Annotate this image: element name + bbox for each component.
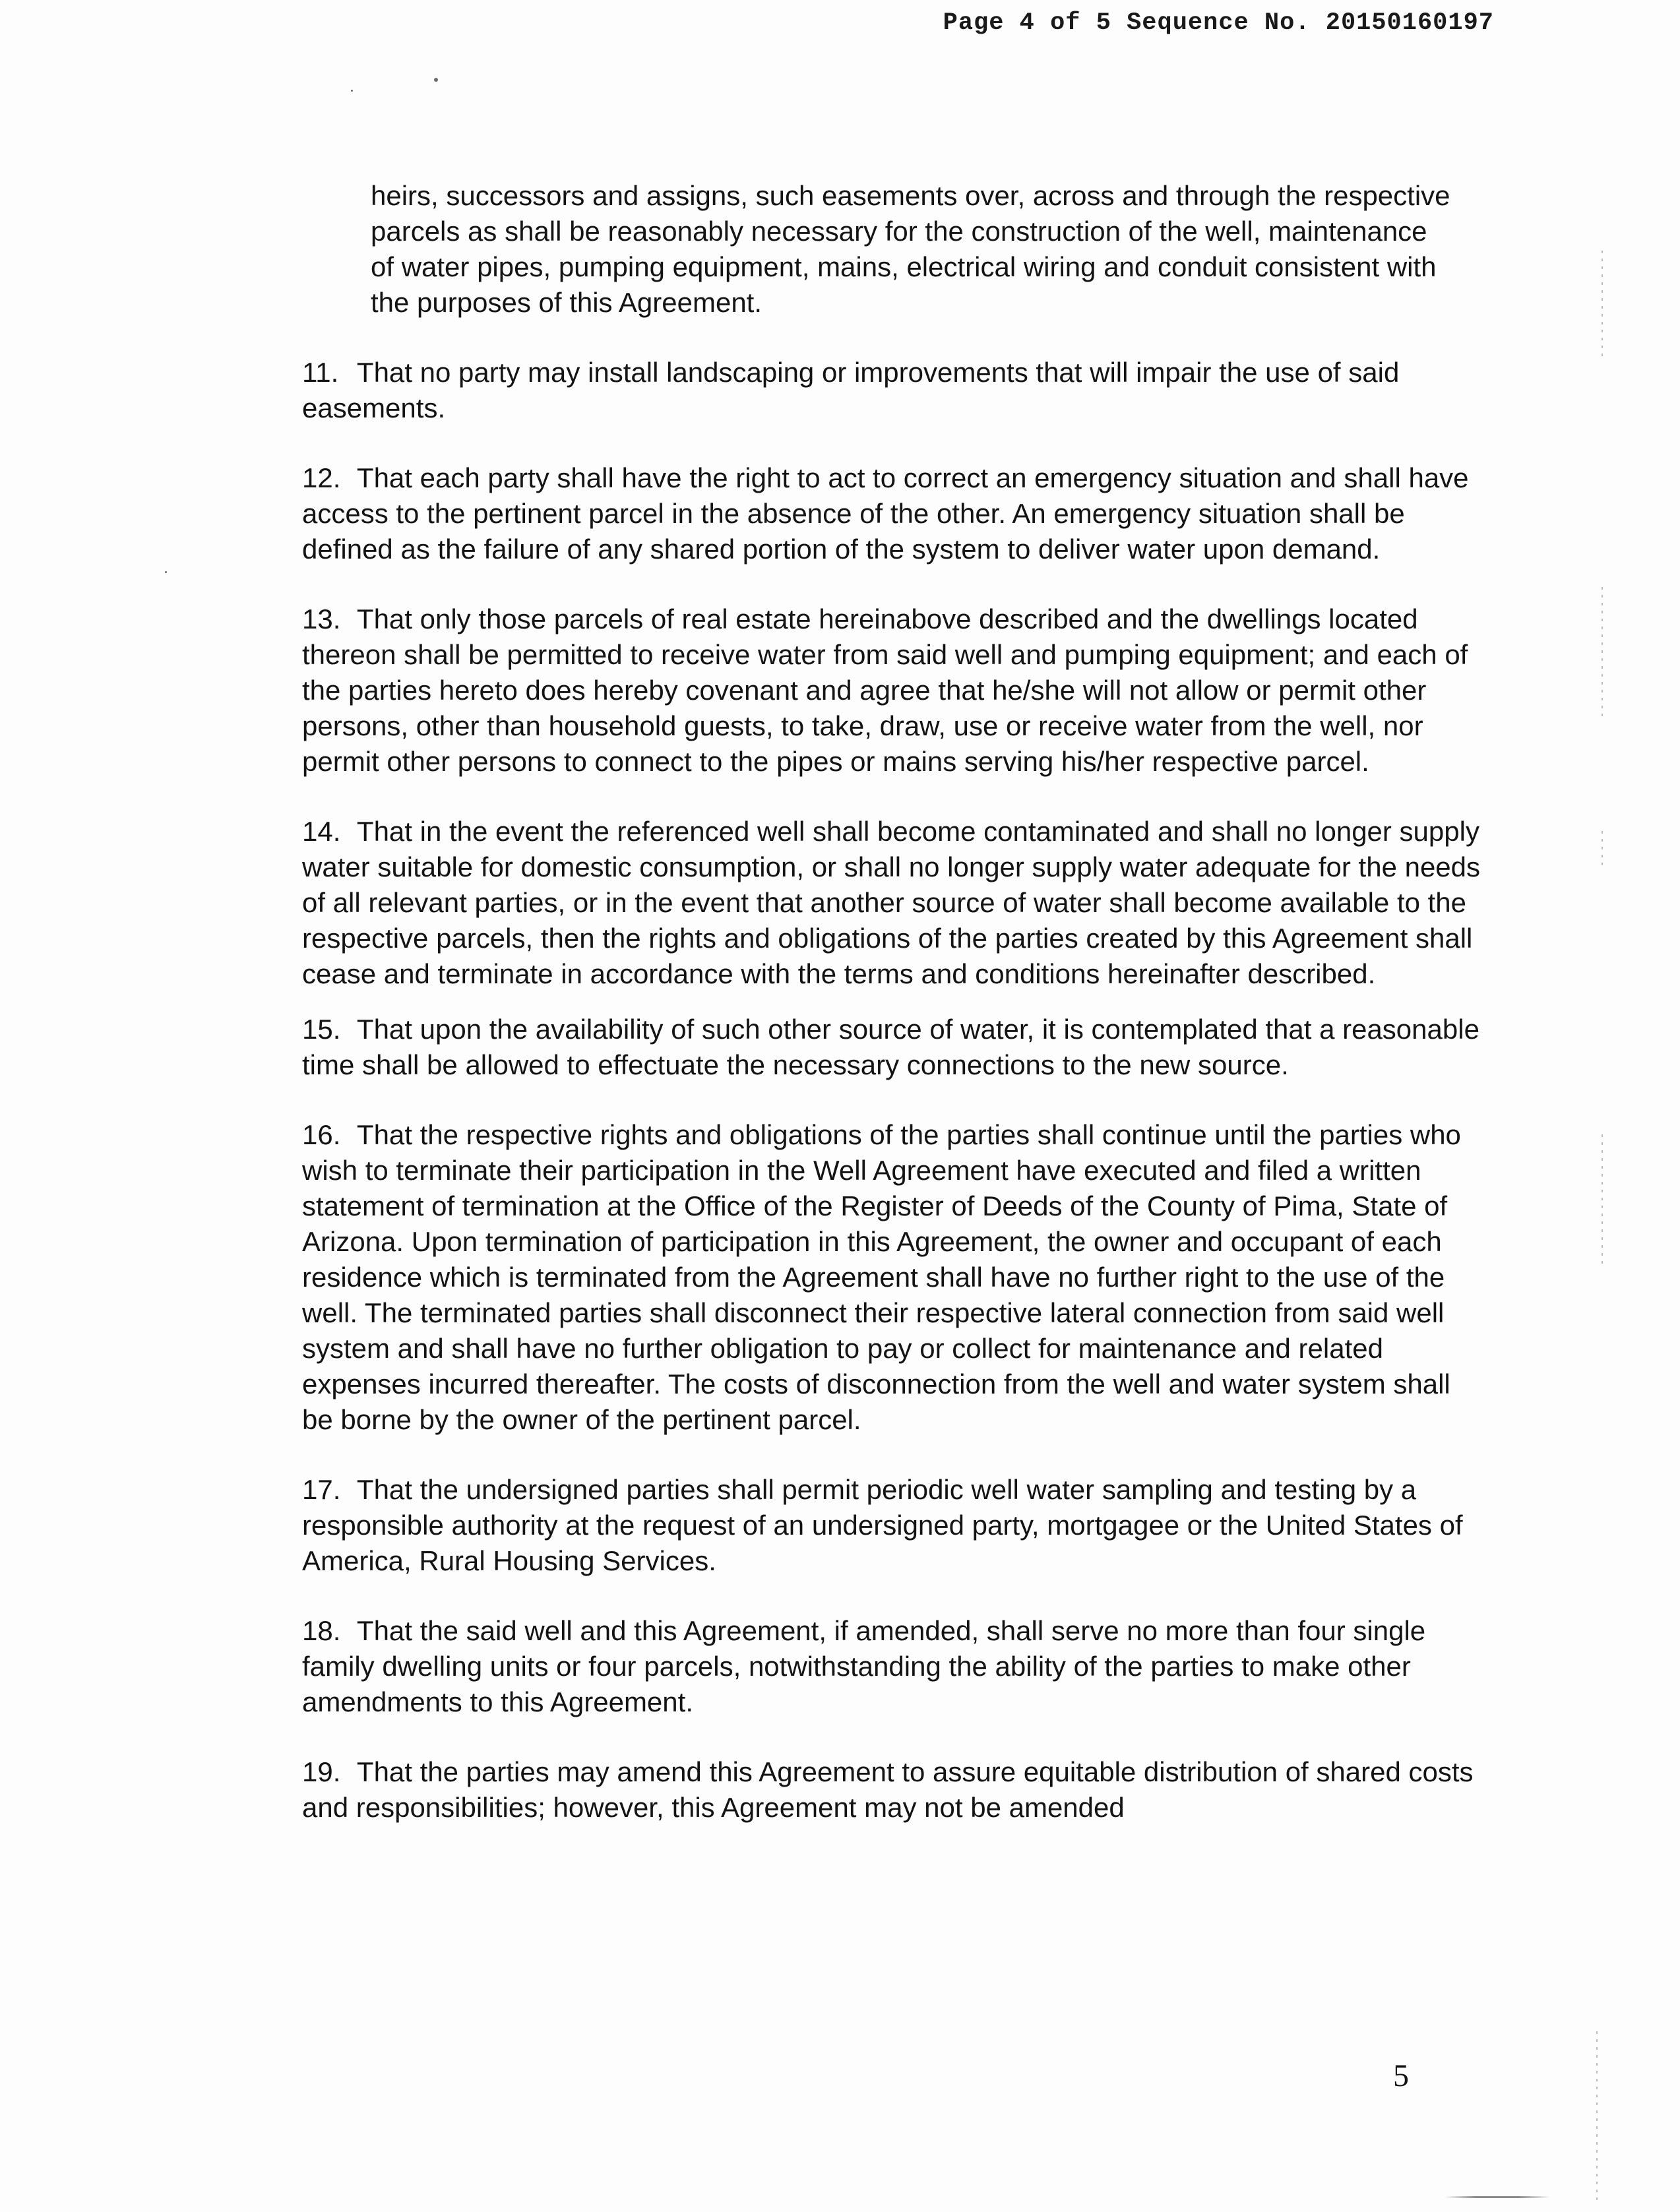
clause-17 [302,1472,1483,1579]
scan-speck [165,571,167,573]
clause-number: 13. [302,603,341,634]
scan-margin-mark [1602,251,1603,356]
clause-number: 18. [302,1615,341,1646]
scan-corner-mark [1445,2196,1550,2198]
clause-text: That the parties may amend this Agreement to assure equitable distribution of shared costs and responsibilities; however, this Agreement may not be amended [302,1756,1474,1823]
clause-text: That the said well and this Agreement, if amended, shall serve no more than four single family dwelling units or four parcels, notwithstanding the ability of the parties to make other amendments to this Agreement. [302,1615,1426,1717]
clause-12 [302,460,1483,567]
continuation-paragraph: heirs, successors and assigns, such easements over, across and through the respective parcels as shall be reasonably necessary for the construction of the well, maintenance of water pipes, pumping equipment, mains, electrical wiring and conduit consistent with the purposes of this Agreement. [371,180,1450,318]
clause-number: 14. [302,816,341,847]
clause-text: That in the event the referenced well shall become contaminated and shall no longer supply water suitable for domestic consumption, or shall no longer supply water adequate for the needs of all relevant parties, or in the event that another source of water shall become available to the respective parcels, then the rights and obligations of the parties created by this Agreement shall cease and terminate in accordance with the terms and conditions hereinafter described. [302,816,1481,989]
clause-number: 19. [302,1756,341,1787]
scan-margin-mark [1602,831,1603,871]
clause-13 [302,601,1483,780]
scan-margin-mark [1596,2031,1598,2203]
clause-14 [302,814,1483,992]
clause-text: That only those parcels of real estate hereinabove described and the dwellings located thereon shall be permitted to receive water from said well and pumping equipment; and each of the parties hereto does hereby covenant and agree that he/she will not allow or permit other persons, other than household guests, to take, draw, use or receive water from the well, nor permit other persons to connect to the pipes or mains serving his/her respective parcel. [302,603,1468,777]
clause-number: 12. [302,462,341,493]
clause-number: 16. [302,1119,341,1150]
clause-19 [302,1754,1483,1826]
scan-margin-mark [1602,587,1603,719]
clause-16 [302,1117,1483,1438]
clause-number: 17. [302,1474,341,1505]
scan-speck [351,90,353,92]
clause-number: 11. [302,357,339,388]
clause-text: That the respective rights and obligations of the parties shall continue until the parties who wish to terminate their participation in the Well Agreement have executed and filed a written statement of termination at the Office of the Register of Deeds of the County of Pima, State of Arizona. Upon termination of participation in this Agreement, the owner and occupant of each residence which is terminated from the Agreement shall have no further right to the use of the well. The terminated parties shall disconnect their respective lateral connection from said well system and shall have no further obligation to pay or collect for maintenance and related expenses incurred thereafter. The costs of disconnection from the well and water system shall be borne by the owner of the pertinent parcel. [302,1119,1461,1435]
scan-speck [434,78,438,82]
clause-11 [302,355,1483,426]
scan-margin-mark [1602,1134,1603,1266]
clause-text: That the undersigned parties shall permit periodic well water sampling and testing by a responsible authority at the request of an undersigned party, mortgagee or the United States of America, Rural Housing Services. [302,1474,1463,1576]
page-header: Page 4 of 5 Sequence No. 20150160197 [943,9,1494,37]
clause-text: That upon the availability of such other source of water, it is contemplated that a reasonable time shall be allowed to effectuate the necessary connections to the new source. [302,1014,1479,1080]
clause-text: That each party shall have the right to act to correct an emergency situation and shall have access to the pertinent parcel in the absence of the other. An emergency situation shall be defined as the failure of any shared portion of the system to deliver water upon demand. [302,462,1469,565]
clause-text: That no party may install landscaping or improvements that will impair the use of said easements. [302,357,1400,423]
page-number: 5 [1393,2058,1409,2093]
clause-18 [302,1613,1483,1720]
document-body [302,178,1483,1860]
clause-15 [302,1012,1483,1083]
clause-number: 15. [302,1014,341,1045]
